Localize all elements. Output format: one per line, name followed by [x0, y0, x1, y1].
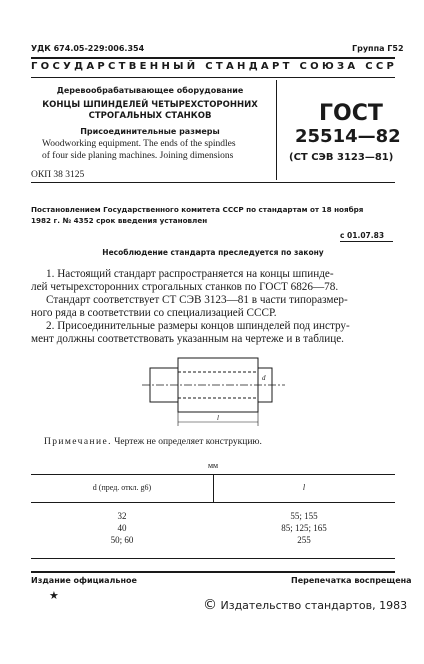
- standard-subtitle: Присоединительные размеры: [80, 127, 220, 136]
- english-title-line2: of four side planing machines. Joining dimensions: [42, 151, 234, 161]
- copyright-line: [203, 597, 407, 613]
- drawing-note: [44, 437, 262, 447]
- spindle-end-drawing: [140, 350, 290, 430]
- paragraph-2-line2: ного ряда в соответствии со специализацией СССР.: [31, 307, 277, 319]
- table-cell-l: 55; 155: [290, 511, 318, 521]
- table-row: [31, 511, 395, 522]
- table-cell-d: 32: [117, 511, 127, 521]
- table-cell-d: 50; 60: [110, 535, 134, 545]
- table-unit: мм: [207, 461, 219, 470]
- table-bottom-rule: [31, 558, 395, 559]
- standard-title-line1: КОНЦЫ ШПИНДЕЛЕЙ ЧЕТЫРЕХСТОРОННИХ: [42, 100, 258, 110]
- table-column-divider: [213, 475, 214, 502]
- official-edition: Издание официальное: [31, 576, 137, 585]
- table-header-rule: [31, 502, 395, 503]
- reprint-prohibited: Перепечатка воспрещена: [291, 576, 412, 585]
- standard-title-line2: СТРОГАЛЬНЫХ СТАНКОВ: [88, 111, 212, 121]
- publisher-text: Издательство стандартов, 1983: [220, 599, 408, 612]
- paragraph-3-line1: 2. Присоединительные размеры концов шпинделей под инстру-: [46, 320, 350, 332]
- note-label: Примечание.: [44, 437, 112, 447]
- paragraph-1-line2: лей четырехсторонних строгальных станков по ГОСТ 6826—78.: [31, 281, 339, 293]
- drawing-label-l: l: [217, 414, 219, 422]
- effective-date: с 01.07.83: [340, 231, 385, 240]
- sev-reference: (СТ СЭВ 3123—81): [289, 152, 394, 163]
- header-rule-bottom: [31, 77, 395, 78]
- star-mark: ★: [49, 589, 59, 602]
- paragraph-2-line1: Стандарт соответствует СТ СЭВ 3123—81 в части типоразмер-: [46, 294, 348, 306]
- effective-date-underline: [340, 241, 393, 242]
- category-title: Деревообрабатывающее оборудование: [56, 86, 244, 95]
- title-block-rule: [31, 182, 395, 183]
- gost-number: 25514—82: [295, 126, 401, 147]
- decree-line2: 1982 г. № 4352 срок введения установлен: [31, 216, 208, 225]
- drawing-label-d: d: [262, 374, 266, 382]
- note-text: Чертеж не определяет конструкцию.: [114, 437, 262, 447]
- table-cell-d: 40: [117, 523, 127, 533]
- paragraph-3-line2: мент должны соответствовать указанным на чертеже и в таблице.: [31, 333, 344, 345]
- footer-rule: [31, 571, 395, 573]
- okp-code: ОКП 38 3125: [31, 170, 85, 180]
- title-divider: [276, 80, 277, 180]
- english-title-line1: Woodworking equipment. The ends of the spindles: [42, 139, 236, 149]
- table-row: [31, 535, 395, 546]
- group-code: Группа Г52: [352, 44, 404, 53]
- state-standard-banner: ГОСУДАРСТВЕННЫЙ СТАНДАРТ СОЮЗА ССР: [31, 61, 398, 72]
- gost-label: ГОСТ: [319, 101, 383, 126]
- table-cell-l: 255: [297, 535, 311, 545]
- paragraph-1-line1: 1. Настоящий стандарт распространяется на концы шпинде-: [46, 268, 334, 280]
- decree-line1: Постановлением Государственного комитета СССР по стандартам от 18 ноября: [31, 205, 364, 214]
- udk-code: УДК 674.05-229:006.354: [31, 44, 145, 53]
- violation-notice: Несоблюдение стандарта преследуется по закону: [102, 248, 324, 257]
- copyright-icon: ©: [203, 597, 217, 613]
- header-rule-top: [31, 57, 395, 59]
- table-header-l-text: l: [302, 483, 306, 492]
- table-header-d: [31, 483, 213, 492]
- table-cell-l: 85; 125; 165: [281, 523, 327, 533]
- table-header-d-text: d (пред. откл. g6): [92, 483, 152, 492]
- table-row: [31, 523, 395, 534]
- table-header-l: [213, 483, 395, 492]
